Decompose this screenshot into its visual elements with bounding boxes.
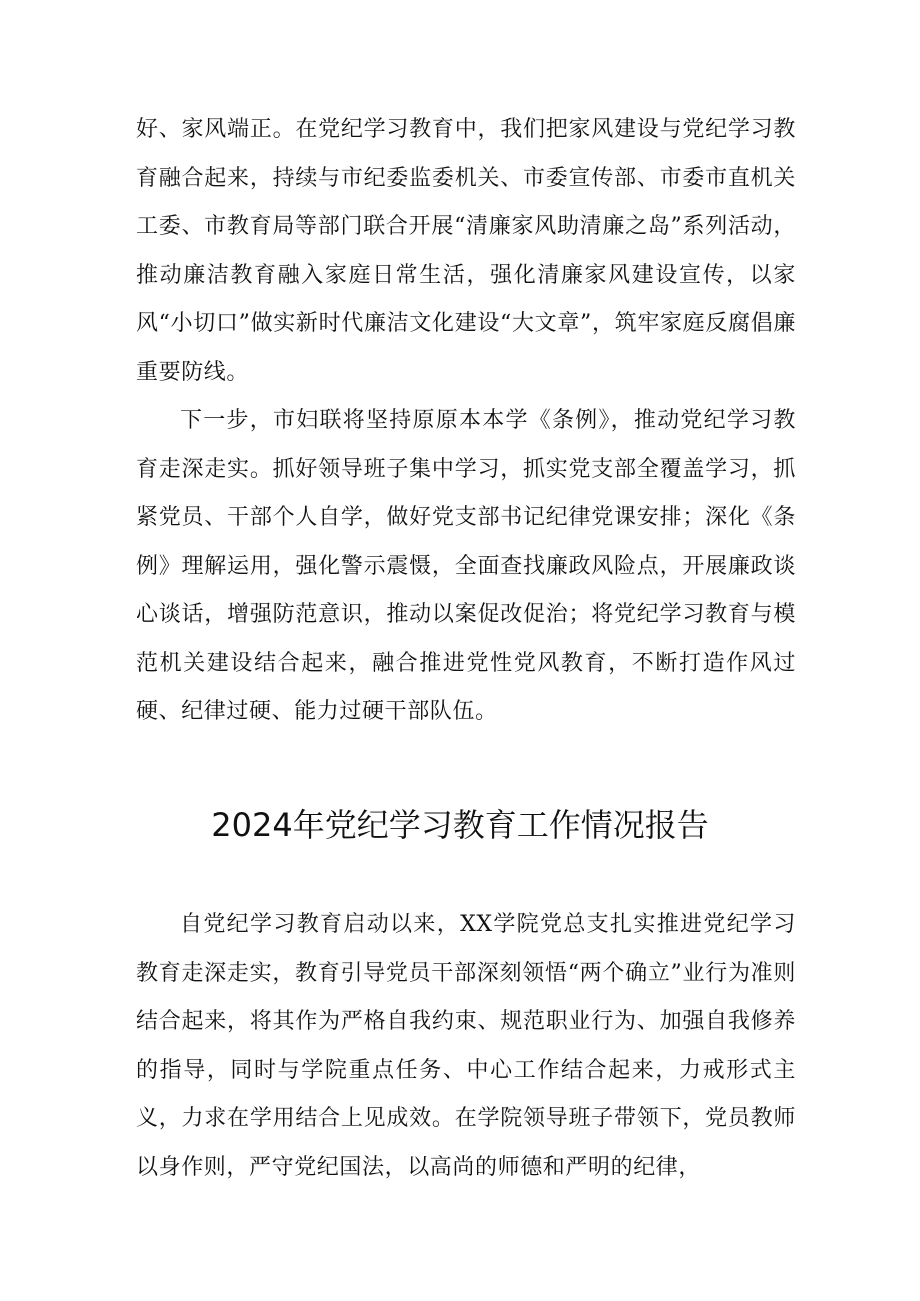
body-paragraph: 好、家风端正。在党纪学习教育中，我们把家风建设与党纪学习教育融合起来，持续与市纪委监委机关、市委宣传部、市委市直机关工委、市教育局等部门联合开展“清廉家风助清廉之岛”系列活动，推动廉洁教育融入家庭日常生活，强化清廉家风建设宣传，以家风“小切口”做实新时代廉洁文化建设“大文章”，筑牢家庭反腐倡廉重要防线。 xyxy=(136,117,796,385)
body-paragraph: 下一步，市妇联将坚持原原本本学《条例》，推动党纪学习教育走深走实。抓好领导班子集中学习，抓实党支部全覆盖学习，抓紧党员、干部个人自学，做好党支部书记纪律党课安排；深化《条例》理解运用，强化警示震慑，全面查找廉政风险点，开展廉政谈心谈话，增强防范意识，推动以案促改促治；将党纪学习教育与模范机关建设结合起来，融合推进党性党风教育，不断打造作风过硬、纪律过硬、能力过硬干部队伍。 xyxy=(136,408,796,724)
section-title: 2024年党纪学习教育工作情况报告 xyxy=(211,806,709,844)
body-paragraph: 自党纪学习教育启动以来，XX学院党总支扎实推进党纪学习教育走深走实，教育引导党员干部深刻领悟“两个确立”业行为准则结合起来，将其作为严格自我约束、规范职业行为、加强自我修养的指导，同时与学院重点任务、中心工作结合起来，力戒形式主义，力求在学用结合上见成效。在学院领导班子带领下，党员教师以身作则，严守党纪国法，以高尚的师德和严明的纪律， xyxy=(136,912,796,1180)
